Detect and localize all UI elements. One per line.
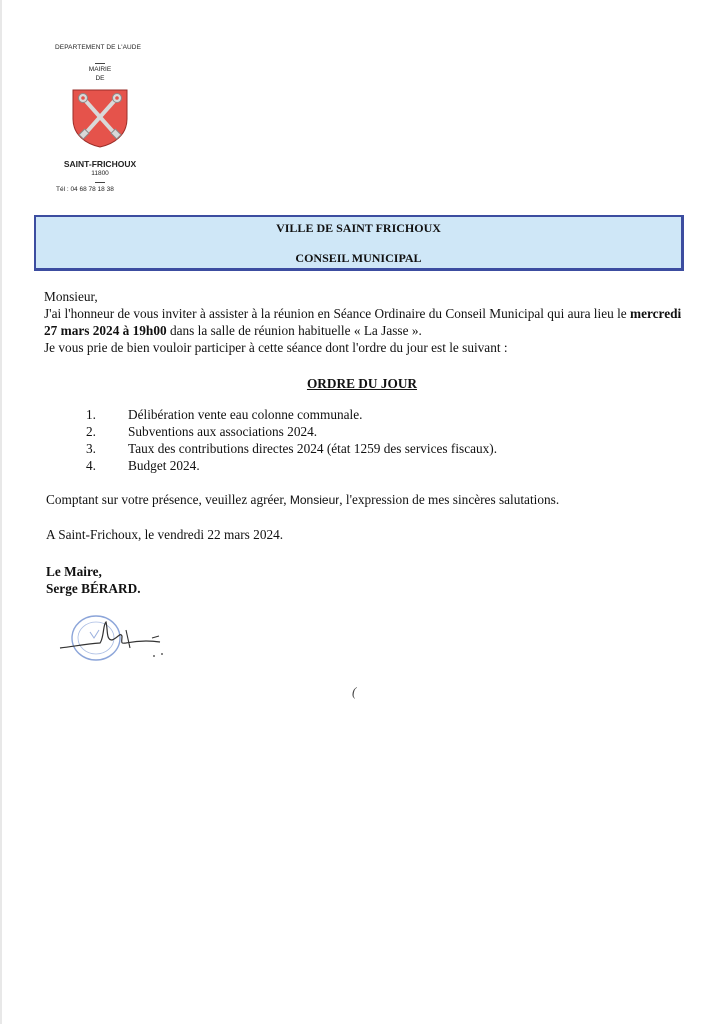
invitation-text-2: dans la salle de réunion habituelle « La Jasse ». [166,323,422,338]
banner-city: VILLE DE SAINT FRICHOUX [276,221,441,235]
signer-block [46,563,141,597]
invitation-text-1: J'ai l'honneur de vous inviter à assister à la réunion en Séance Ordinaire du Conseil Municipal qui aura lieu le [44,306,630,321]
page-edge [0,0,2,1024]
header-banner [34,215,684,271]
meeting-datetime: mercredi 27 mars 2024 à 19h00 [44,306,682,338]
agenda-item: 1. Délibération vente eau colonne communale. [86,407,363,422]
agenda-list [86,406,497,474]
mairie-label [40,63,160,83]
town-name: SAINT-FRICHOUX [63,159,137,169]
agenda-title: ORDRE DU JOUR [306,376,418,391]
banner-council: CONSEIL MUNICIPAL [295,251,422,265]
signature-stamp-icon [56,610,176,670]
coat-of-arms-icon [70,87,130,149]
agenda-item: 3. Taux des contributions directes 2024 (état 1259 des services fiscaux). [86,441,498,456]
letter-body [44,288,684,356]
invitation-paragraph [44,305,684,339]
signer-name: Serge BÉRARD. [46,581,141,596]
letterhead [40,44,160,193]
stray-mark: ( [352,684,357,699]
salutation: Monsieur, [44,289,98,304]
department-label: DEPARTEMENT DE L'AUDE [54,44,142,51]
place-and-date: A Saint-Frichoux, le vendredi 22 mars 2024. [46,527,284,542]
postcode: 11800 [91,170,109,177]
mairie-text: MAIRIE [88,66,112,73]
signer-title: Le Maire, [46,564,102,579]
telephone: Tél : 04 68 78 18 38 [56,186,114,193]
closing-sentence: Comptant sur votre présence, veuillez agréer, Monsieur, l'expression de mes sincères salutations. [46,492,560,507]
agenda-item: 2. Subventions aux associations 2024. [86,424,318,439]
mairie-de-text: DE [95,75,105,82]
agenda-item: 4. Budget 2024. [86,458,200,473]
agenda-request: Je vous prie de bien vouloir participer à cette séance dont l'ordre du jour est le suivant : [44,340,508,355]
